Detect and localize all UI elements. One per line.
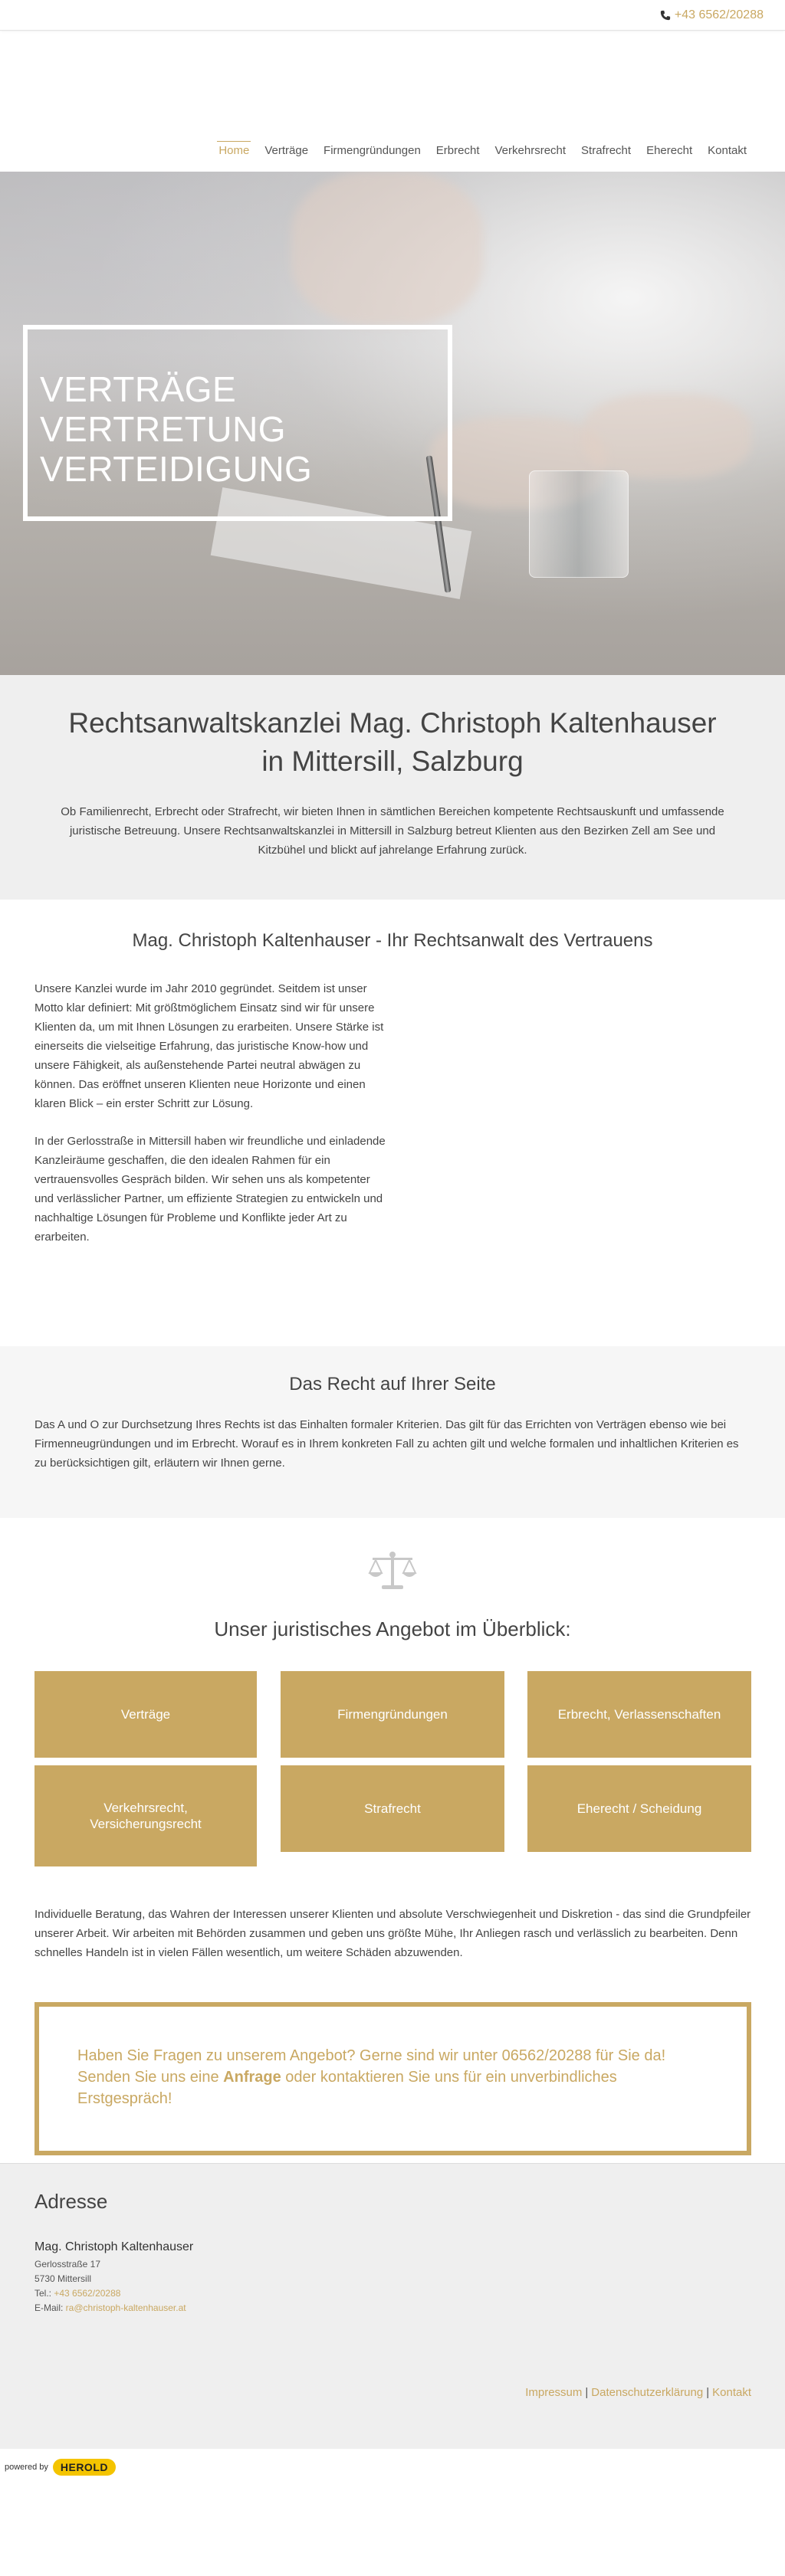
services-title: Unser juristisches Angebot im Überblick: bbox=[214, 1617, 571, 1640]
hero-hand-shape bbox=[583, 394, 751, 478]
hero-glass-shape bbox=[529, 470, 629, 578]
about-title: Mag. Christoph Kaltenhauser - Ihr Rechtsanwalt des Vertrauens bbox=[132, 930, 653, 951]
footer-separator: | bbox=[706, 2386, 710, 2399]
nav-item-vertraege[interactable]: Verträge bbox=[264, 144, 309, 157]
service-tile-eherecht[interactable]: Eherecht / Scheidung bbox=[527, 1765, 751, 1852]
footer-title: Adresse bbox=[34, 2190, 108, 2213]
recht-section bbox=[0, 1346, 785, 1518]
nav-item-firmengruendungen[interactable]: Firmengründungen bbox=[324, 144, 421, 157]
nav-item-home[interactable]: Home bbox=[211, 144, 257, 157]
hero-line-1: VERTRÄGE bbox=[40, 369, 237, 409]
cta-section bbox=[0, 1971, 785, 2163]
top-bar bbox=[0, 0, 785, 31]
about-paragraph-2: In der Gerlosstraße in Mittersill haben wir freundliche und einladende Kanzleiräume geschaffen, die den idealen Rahmen für ein vertrauensvolles Gespräch bilden. Wir sehen uns als kompetenter und verlässlicher Partner, um effiziente Strategien zu entwickeln und nachhaltige Lösungen für Probleme und Konflikte jeder Art zu erarbeiten. bbox=[34, 1135, 386, 1244]
phone-number: +43 6562/20288 bbox=[674, 8, 764, 21]
service-tile-verkehrsrecht[interactable]: Verkehrsrecht, Versicherungsrecht bbox=[34, 1765, 257, 1866]
powered-by-label: powered by bbox=[5, 2463, 48, 2472]
page-title-line-1: Rechtsanwaltskanzlei Mag. Christoph Kaltenhauser bbox=[68, 707, 717, 739]
intro-section bbox=[0, 675, 785, 900]
header bbox=[0, 31, 785, 172]
hero-line-2: VERTRETUNG bbox=[40, 409, 287, 449]
hero-headline-box bbox=[23, 325, 452, 521]
powered-by-bar bbox=[0, 2449, 785, 2486]
footer-city: 5730 Mittersill bbox=[34, 2273, 92, 2284]
about-section bbox=[0, 900, 785, 1346]
services-text: Individuelle Beratung, das Wahren der Interessen unserer Klienten und absolute Verschwiegenheit und Diskretion - das sind die Grundpfeiler unserer Arbeit. Wir arbeiten mit Behörden zusammen und geben uns größte Mühe, Ihr Anliegen rasch und verlässlich zu bearbeiten. Denn schnelles Handeln ist in vielen Fällen wesentlich, um weitere Schäden abzuwenden. bbox=[34, 1908, 751, 1959]
footer bbox=[0, 2163, 785, 2485]
about-paragraph-1: Unsere Kanzlei wurde im Jahr 2010 gegründet. Seitdem ist unser Motto klar definiert: Mit größtmöglichem Einsatz sind wir für unsere Klienten da, um mit Ihnen Lösungen zu erarbeiten. Unsere Stärke ist einerseits die vielseitige Erfahrung, das juristische Know-how und unsere Fähigkeit, als außenstehende Partei neutral abwägen zu können. Das eröffnet unseren Klienten neue Horizonte und einen klaren Blick – ein erster Schritt zur Lösung. bbox=[34, 982, 384, 1110]
page-title bbox=[0, 704, 785, 781]
service-tile-vertraege[interactable]: Verträge bbox=[34, 1671, 257, 1758]
cta-text-after: oder kontaktieren Sie uns für ein unverbindliches Erstgespräch! bbox=[77, 2069, 617, 2107]
footer-email-link[interactable]: ra@christoph-kaltenhauser.at bbox=[65, 2302, 186, 2313]
service-tile-strafrecht[interactable]: Strafrecht bbox=[281, 1765, 504, 1852]
hero-hand-shape bbox=[291, 172, 483, 325]
cta-box bbox=[34, 2002, 751, 2155]
footer-tel-label: Tel.: bbox=[34, 2288, 54, 2299]
footer-link-datenschutz[interactable]: Datenschutzerklärung bbox=[591, 2386, 704, 2399]
hero-image bbox=[0, 172, 785, 675]
footer-email-label: E-Mail: bbox=[34, 2302, 66, 2313]
scales-icon bbox=[368, 1550, 417, 1591]
hero-line-3: VERTEIDIGUNG bbox=[40, 449, 313, 489]
footer-tel-link[interactable]: +43 6562/20288 bbox=[54, 2288, 121, 2299]
intro-text: Ob Familienrecht, Erbrecht oder Strafrecht, wir bieten Ihnen in sämtlichen Bereichen kompetente Rechtsauskunft und umfassende juristische Betreuung. Unsere Rechtsanwaltskanzlei in Mittersill in Salzburg betreut Klienten aus den Bezirken Zell am See und Kitzbühel und blickt auf jahrelange Erfahrung zurück. bbox=[61, 805, 724, 857]
nav-item-erbrecht[interactable]: Erbrecht bbox=[435, 144, 480, 157]
nav-item-strafrecht[interactable]: Strafrecht bbox=[581, 144, 632, 157]
service-tile-firmengruendungen[interactable]: Firmengründungen bbox=[281, 1671, 504, 1758]
herold-logo[interactable]: HEROLD bbox=[53, 2459, 116, 2476]
recht-title: Das Recht auf Ihrer Seite bbox=[289, 1374, 496, 1395]
footer-name: Mag. Christoph Kaltenhauser bbox=[34, 2240, 194, 2253]
phone-icon bbox=[660, 10, 671, 21]
footer-links bbox=[525, 2386, 751, 2399]
main-nav bbox=[211, 144, 754, 157]
cta-anfrage-link[interactable]: Anfrage bbox=[223, 2069, 281, 2086]
footer-street: Gerlosstraße 17 bbox=[34, 2259, 101, 2270]
footer-link-kontakt[interactable]: Kontakt bbox=[712, 2386, 751, 2399]
footer-separator: | bbox=[585, 2386, 589, 2399]
services-section bbox=[0, 1518, 785, 1971]
recht-text: Das A und O zur Durchsetzung Ihres Rechts ist das Einhalten formaler Kriterien. Das gilt für das Errichten von Verträgen ebenso wie bei Firmenneugründungen und im Erbrecht. Worauf es in Ihrem konkreten Fall zu achten gilt und welche formalen und inhaltlichen Kriterien es zu berücksichtigen gilt, erläutern wir Ihnen gerne. bbox=[34, 1418, 739, 1470]
footer-link-impressum[interactable]: Impressum bbox=[525, 2386, 583, 2399]
page-title-line-2: in Mittersill, Salzburg bbox=[261, 746, 524, 777]
phone-link[interactable] bbox=[660, 8, 764, 22]
cta-text-before: Haben Sie Fragen zu unserem Angebot? Gerne sind wir unter 06562/20288 für Sie da! Senden Sie uns eine bbox=[77, 2047, 666, 2086]
nav-item-verkehrsrecht[interactable]: Verkehrsrecht bbox=[494, 144, 567, 157]
nav-item-kontakt[interactable]: Kontakt bbox=[708, 144, 747, 157]
service-tile-erbrecht[interactable]: Erbrecht, Verlassenschaften bbox=[527, 1671, 751, 1758]
nav-item-eherecht[interactable]: Eherecht bbox=[646, 144, 693, 157]
